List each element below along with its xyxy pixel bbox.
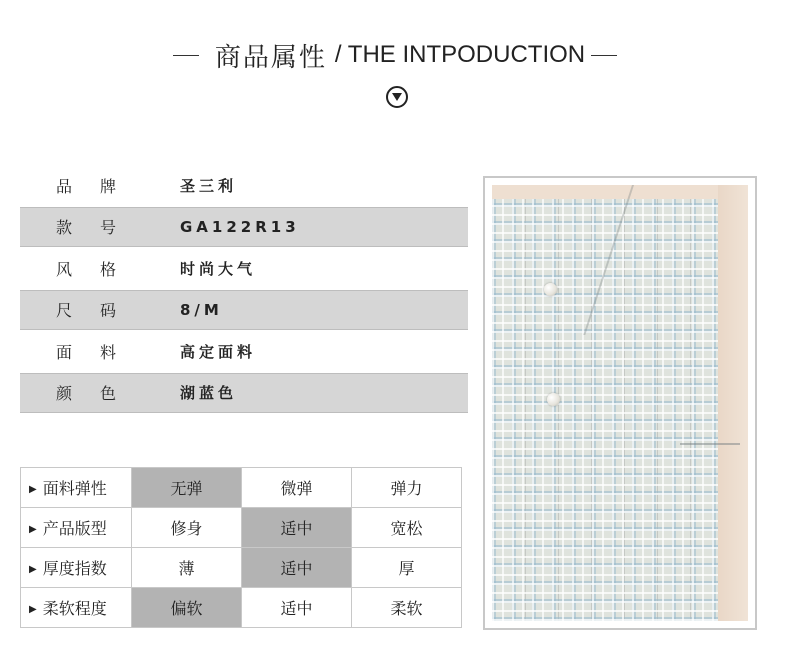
pearl-button-icon: [544, 283, 557, 296]
triangle-right-icon: ▶: [29, 604, 37, 615]
attribute-row: [20, 331, 468, 371]
triangle-right-icon: ▶: [29, 564, 37, 575]
attribute-row: [20, 248, 468, 288]
triangle-right-icon: ▶: [29, 524, 37, 535]
attribute-table: [20, 165, 468, 414]
property-option: 修身: [132, 508, 242, 548]
attribute-value: 高定面料: [180, 342, 257, 361]
attribute-value: 时尚大气: [180, 259, 257, 278]
section-header: [0, 30, 790, 80]
property-option: 厚: [352, 548, 462, 588]
property-label: 面料弹性: [42, 479, 107, 498]
triangle-right-icon: ▶: [29, 484, 37, 495]
attribute-value: 圣三利: [180, 176, 238, 195]
property-label: 产品版型: [42, 519, 107, 538]
pearl-button-icon: [547, 393, 560, 406]
attribute-row: [20, 207, 468, 247]
property-label-cell: [21, 548, 132, 588]
attribute-key: 风格: [56, 259, 145, 279]
property-label: 柔软程度: [42, 599, 107, 618]
property-option: 宽松: [352, 508, 462, 548]
property-label-cell: [21, 468, 132, 508]
property-option: 适中: [242, 588, 352, 628]
attribute-value: 8/M: [180, 300, 223, 319]
attribute-key: 品牌: [56, 176, 145, 196]
attribute-row: [20, 373, 468, 413]
property-table: [20, 467, 462, 628]
property-option-selected: 适中: [242, 548, 352, 588]
attribute-key: 尺码: [56, 301, 145, 320]
product-photo-frame: [483, 176, 757, 630]
header-right-dash: [591, 55, 617, 56]
attribute-value: 湖蓝色: [180, 384, 238, 402]
property-option: 微弹: [242, 468, 352, 508]
property-option: 弹力: [352, 468, 462, 508]
property-label-cell: [21, 588, 132, 628]
property-row: [21, 508, 462, 548]
chevron-down-circle-icon: [386, 86, 408, 108]
attribute-key: 款号: [56, 218, 145, 237]
property-row: [21, 468, 462, 508]
attribute-row: [20, 165, 468, 205]
photo-arm: [718, 185, 748, 621]
header-title: 商品属性: [214, 42, 327, 73]
property-label-cell: [21, 508, 132, 548]
photo-collar: [492, 185, 634, 335]
header-left-dash: [173, 55, 199, 56]
property-option: 薄: [132, 548, 242, 588]
attribute-key: 颜色: [56, 384, 145, 403]
property-label: 厚度指数: [42, 559, 107, 578]
property-option-selected: 适中: [242, 508, 352, 548]
photo-pocket-seam: [680, 443, 740, 445]
attribute-key: 面料: [56, 342, 145, 362]
header-subtitle: / THE INTPODUCTION: [334, 41, 586, 68]
product-fabric-photo: [492, 185, 748, 621]
property-row: [21, 548, 462, 588]
property-option-selected: 无弹: [132, 468, 242, 508]
property-option-selected: 偏软: [132, 588, 242, 628]
property-row: [21, 588, 462, 628]
attribute-row: [20, 290, 468, 330]
attribute-value: GA122R13: [180, 217, 300, 236]
property-option: 柔软: [352, 588, 462, 628]
